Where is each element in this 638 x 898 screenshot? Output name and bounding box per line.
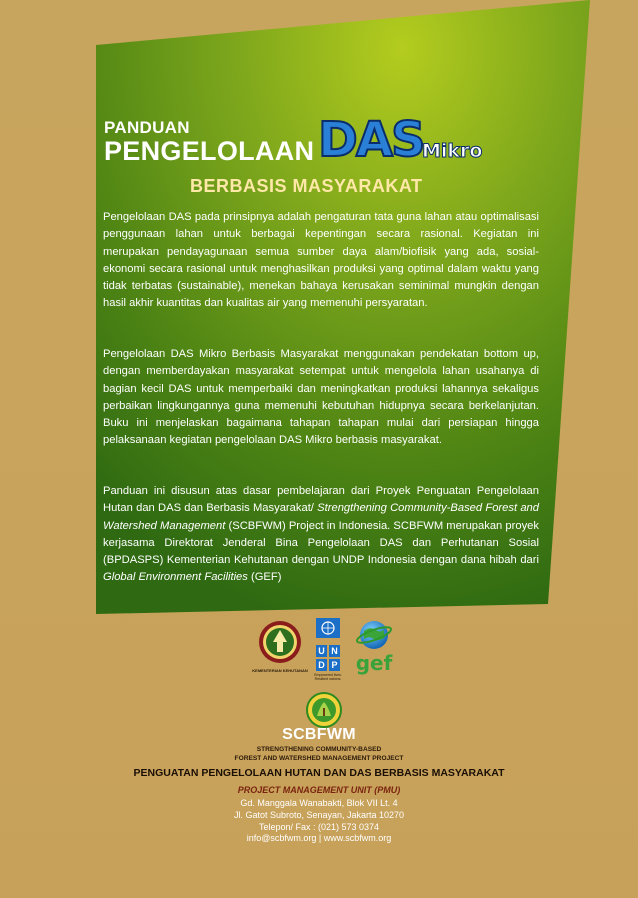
- gef-wordmark: gef: [355, 651, 393, 675]
- gef-globe-icon: [354, 618, 394, 652]
- undp-letter-p: P: [329, 659, 340, 671]
- undp-letter-d: D: [316, 659, 327, 671]
- gef-logo: [354, 618, 394, 678]
- title-pengelolaan: PENGELOLAAN: [104, 136, 315, 166]
- scbfwm-subtitle-2: FOREST AND WATERSHED MANAGEMENT PROJECT: [234, 755, 404, 762]
- scbfwm-subtitle-1: STRENGTHENING COMMUNITY-BASED: [256, 746, 382, 753]
- ministry-caption: KEMENTERIAN KEHUTANAN: [252, 668, 308, 673]
- phone-fax: Telepon/ Fax : (021) 573 0374: [258, 822, 380, 832]
- paragraph-2: Pengelolaan DAS Mikro Berbasis Masyarakat menggunakan pendekatan bottom up, dengan memberdayakan masyarakat setempat untuk mengelola lahan usahanya di bagian kecil DAS untuk memperbaiki dan meningkatkan produksi lahannya sekaligus perbaikan lingkungannya guna memenuhi kebutuhan hidupnya secara berkelanjutan. Buku ini menjelaskan bagaimana tahapan tahapan mulai dari persiapan hingga pelaksanaan kegiatan pengelolaan DAS Mikro berbasis masyarakat.: [103, 348, 539, 447]
- address-line-2: Jl. Gatot Subroto, Senayan, Jakarta 10270: [233, 810, 405, 820]
- paragraph-3: [103, 483, 539, 587]
- undp-letter-n: N: [329, 645, 340, 657]
- paragraph-3-part-a: Panduan ini disusun atas dasar pembelajaran dari Proyek Penguatan Pengelolaan Hutan dan DAS dan Berbasis Masyarakat/: [103, 485, 539, 515]
- title-panduan: PANDUAN: [104, 118, 190, 137]
- paragraph-3-part-e: (GEF): [247, 571, 282, 584]
- scbfwm-emblem: [306, 692, 342, 728]
- paragraph-3-part-c: (SCBFWM) Project in Indonesia. SCBFWM merupakan proyek kerjasama Direktorat Jenderal Bina Pengelolaan DAS dan Perhutanan Sosial (BPDASPS) Kementerian Kehutanan dengan UNDP Indonesia dengan dana hibah dari: [103, 519, 540, 567]
- title-das: DAS: [318, 112, 424, 168]
- address-line-1: Gd. Manggala Wanabakti, Blok VII Lt. 4: [240, 798, 398, 808]
- undp-letter-u: U: [316, 645, 327, 657]
- undp-logo: [316, 618, 340, 681]
- partner-logos: [0, 614, 638, 684]
- undp-caption: Empowered lives. Resilient nations.: [314, 673, 342, 681]
- title-mikro: Mikro: [422, 140, 483, 162]
- project-management-unit: PROJECT MANAGEMENT UNIT (PMU): [237, 785, 401, 795]
- undp-emblem-icon: [316, 618, 340, 638]
- paragraph-1: Pengelolaan DAS pada prinsipnya adalah pengaturan tata guna lahan atau optimalisasi penggunaan lahan untuk berbagai kepentingan secara rasional. Kegiatan ini merupakan pendayagunaan semua sumber daya alam/biofisik yang ada, sosial-ekonomi secara rasional untuk menghasilkan produksi yang optimal dalam waktu yang tidak terbatas (sustainable), menekan bahaya kerusakan seminimal mungkin dengan hasil akhir kuantitas dan kualitas air yang memenuhi persyaratan.: [103, 211, 539, 310]
- contact-email-website[interactable]: info@scbfwm.org | www.scbfwm.org: [246, 833, 392, 843]
- organization-name: PENGUATAN PENGELOLAAN HUTAN DAN DAS BERBASIS MASYARAKAT: [133, 767, 505, 779]
- paragraph-3-project-name: Strengthening Community-Based Forest and Watershed Management: [103, 502, 539, 532]
- scbfwm-title: SCBFWM: [282, 726, 356, 743]
- title-berbasis-masyarakat: BERBASIS MASYARAKAT: [190, 176, 423, 196]
- ministry-forestry-emblem: [252, 618, 308, 674]
- paragraph-3-gef-name: Global Environment Facilities: [103, 571, 248, 584]
